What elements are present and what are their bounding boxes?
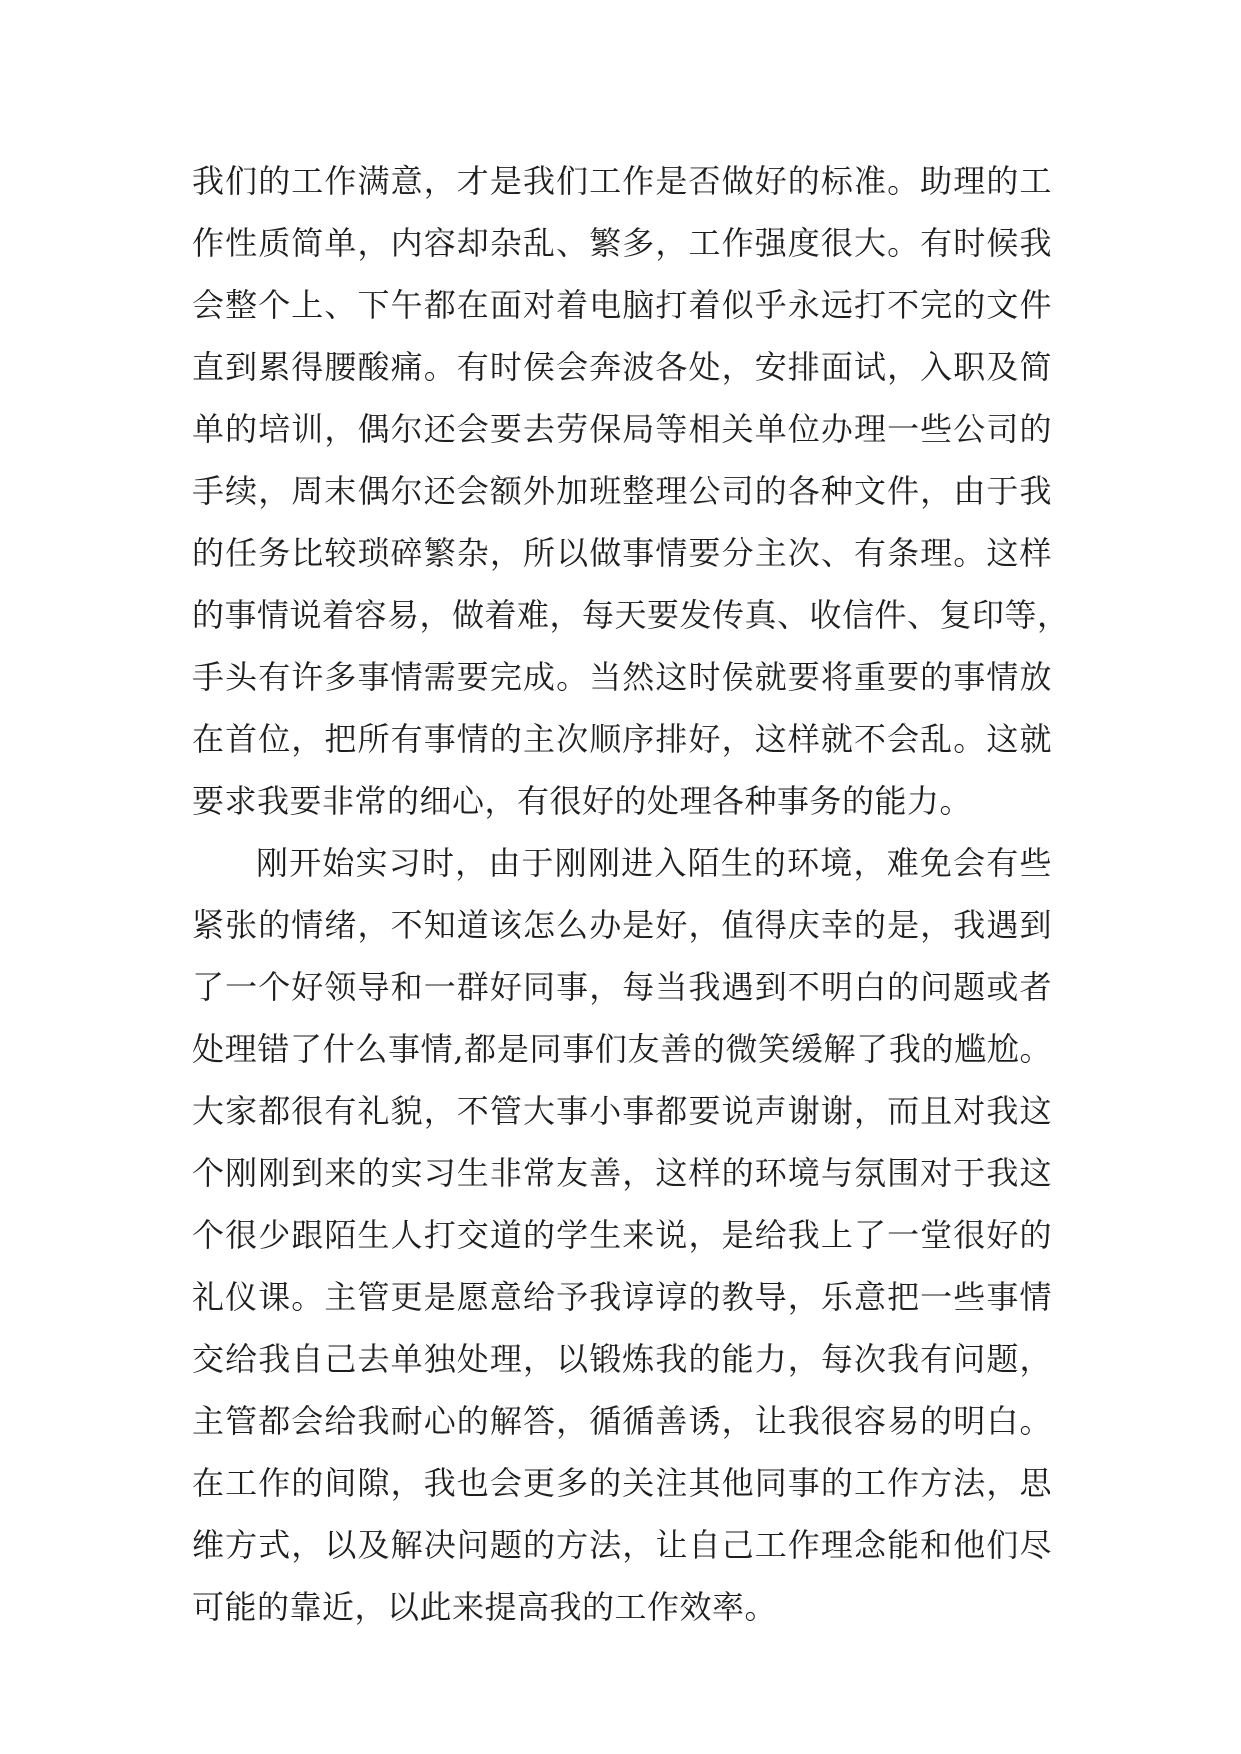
text-line: 可能的靠近，以此来提高我的工作效率。	[192, 1588, 778, 1626]
text-line: 手续，周末偶尔还会额外加班整理公司的各种文件，由于我	[192, 472, 1052, 510]
text-line: 维方式，以及解决问题的方法，让自己工作理念能和他们尽	[192, 1526, 1052, 1564]
paragraph-first-line: 刚开始实习时，由于刚刚进入陌生的环境，难免会有些	[256, 844, 1052, 882]
text-line: 单的培训，偶尔还会要去劳保局等相关单位办理一些公司的	[192, 410, 1052, 448]
text-line: 了一个好领导和一群好同事，每当我遇到不明白的问题或者	[192, 968, 1052, 1006]
text-line: 个刚刚到来的实习生非常友善，这样的环境与氛围对于我这	[192, 1154, 1052, 1192]
text-line: 要求我要非常的细心，有很好的处理各种事务的能力。	[192, 782, 973, 820]
text-line: 我们的工作满意，才是我们工作是否做好的标准。助理的工	[192, 162, 1052, 200]
text-line: 直到累得腰酸痛。有时侯会奔波各处，安排面试，入职及简	[192, 348, 1052, 386]
text-line: 作性质简单，内容却杂乱、繁多，工作强度很大。有时候我	[192, 224, 1052, 262]
text-line: 礼仪课。主管更是愿意给予我谆谆的教导，乐意把一些事情	[192, 1278, 1052, 1316]
text-line: 会整个上、下午都在面对着电脑打着似乎永远打不完的文件	[192, 286, 1052, 324]
text-line: 在首位，把所有事情的主次顺序排好，这样就不会乱。这就	[192, 720, 1052, 758]
text-line: 主管都会给我耐心的解答，循循善诱，让我很容易的明白。	[192, 1402, 1052, 1440]
text-line: 的任务比较琐碎繁杂，所以做事情要分主次、有条理。这样	[192, 534, 1052, 572]
text-line: 大家都很有礼貌，不管大事小事都要说声谢谢，而且对我这	[192, 1092, 1052, 1130]
text-line: 个很少跟陌生人打交道的学生来说，是给我上了一堂很好的	[192, 1216, 1052, 1254]
text-line: 交给我自己去单独处理，以锻炼我的能力，每次我有问题，	[192, 1340, 1052, 1378]
text-line: 在工作的间隙，我也会更多的关注其他同事的工作方法，思	[192, 1464, 1052, 1502]
text-line: 手头有许多事情需要完成。当然这时侯就要将重要的事情放	[192, 658, 1052, 696]
text-line: 紧张的情绪，不知道该怎么办是好，值得庆幸的是，我遇到	[192, 906, 1052, 944]
text-line: 处理错了什么事情,都是同事们友善的微笑缓解了我的尴尬。	[192, 1030, 1052, 1068]
body-text	[192, 150, 1070, 1638]
text-line: 的事情说着容易，做着难，每天要发传真、收信件、复印等，	[192, 596, 1070, 634]
